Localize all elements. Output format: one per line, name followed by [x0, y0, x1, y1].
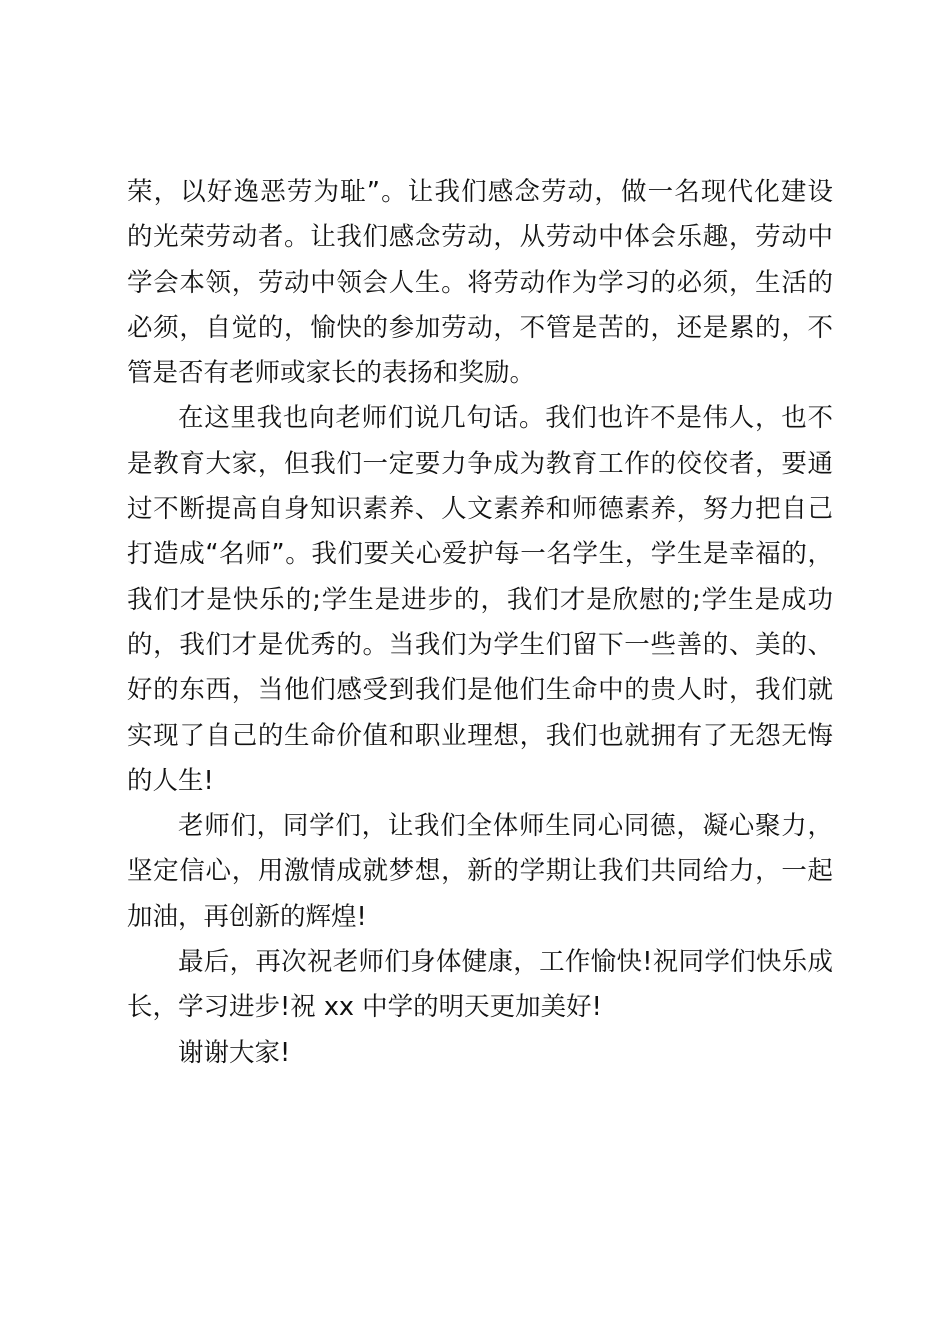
- paragraph-wishes: [127, 940, 833, 1031]
- text-line: 打造成“名师”。我们要关心爱护每一名学生，学生是幸福的，: [127, 539, 833, 570]
- text-line: 的，我们才是优秀的。当我们为学生们留下一些善的、美的、: [127, 629, 833, 660]
- paragraph-labor: [127, 170, 833, 396]
- text-line: 必须，自觉的，愉快的参加劳动，不管是苦的，还是累的，不: [127, 312, 833, 343]
- text-line: 老师们，同学们，让我们全体师生同心同德，凝心聚力，: [178, 811, 833, 842]
- text-line: 加油，再创新的辉煌!: [127, 901, 367, 932]
- text-line: 实现了自己的生命价值和职业理想，我们也就拥有了无怨无悔: [127, 720, 833, 751]
- paragraph-teachers: [127, 396, 833, 804]
- text-line: 在这里我也向老师们说几句话。我们也许不是伟人，也不: [178, 403, 833, 434]
- text-line: 管是否有老师或家长的表扬和奖励。: [127, 358, 536, 389]
- text-line: 好的东西，当他们感受到我们是他们生命中的贵人时，我们就: [127, 675, 833, 706]
- text-line: 过不断提高自身知识素养、人文素养和师德素养，努力把自己: [127, 494, 833, 525]
- text-line: 学会本领，劳动中领会人生。将劳动作为学习的必须，生活的: [127, 267, 833, 298]
- text-line: 的光荣劳动者。让我们感念劳动，从劳动中体会乐趣，劳动中: [127, 222, 833, 253]
- text-line: 长，学习进步!祝 xx 中学的明天更加美好!: [127, 992, 602, 1023]
- document-body: [127, 170, 833, 1076]
- text-line: 最后，再次祝老师们身体健康，工作愉快!祝同学们快乐成: [178, 947, 833, 978]
- text-line: 坚定信心，用激情成就梦想，新的学期让我们共同给力，一起: [127, 856, 833, 887]
- text-line: 的人生!: [127, 765, 214, 796]
- text-line: 荣，以好逸恶劳为耻”。让我们感念劳动，做一名现代化建设: [127, 177, 833, 207]
- text-line: 是教育大家，但我们一定要力争成为教育工作的佼佼者，要通: [127, 448, 833, 479]
- closing-line: 谢谢大家!: [178, 1037, 291, 1068]
- text-line: 我们才是快乐的;学生是进步的，我们才是欣慰的;学生是成功: [127, 584, 833, 615]
- paragraph-unity: [127, 804, 833, 940]
- paragraph-thanks: [127, 1031, 833, 1076]
